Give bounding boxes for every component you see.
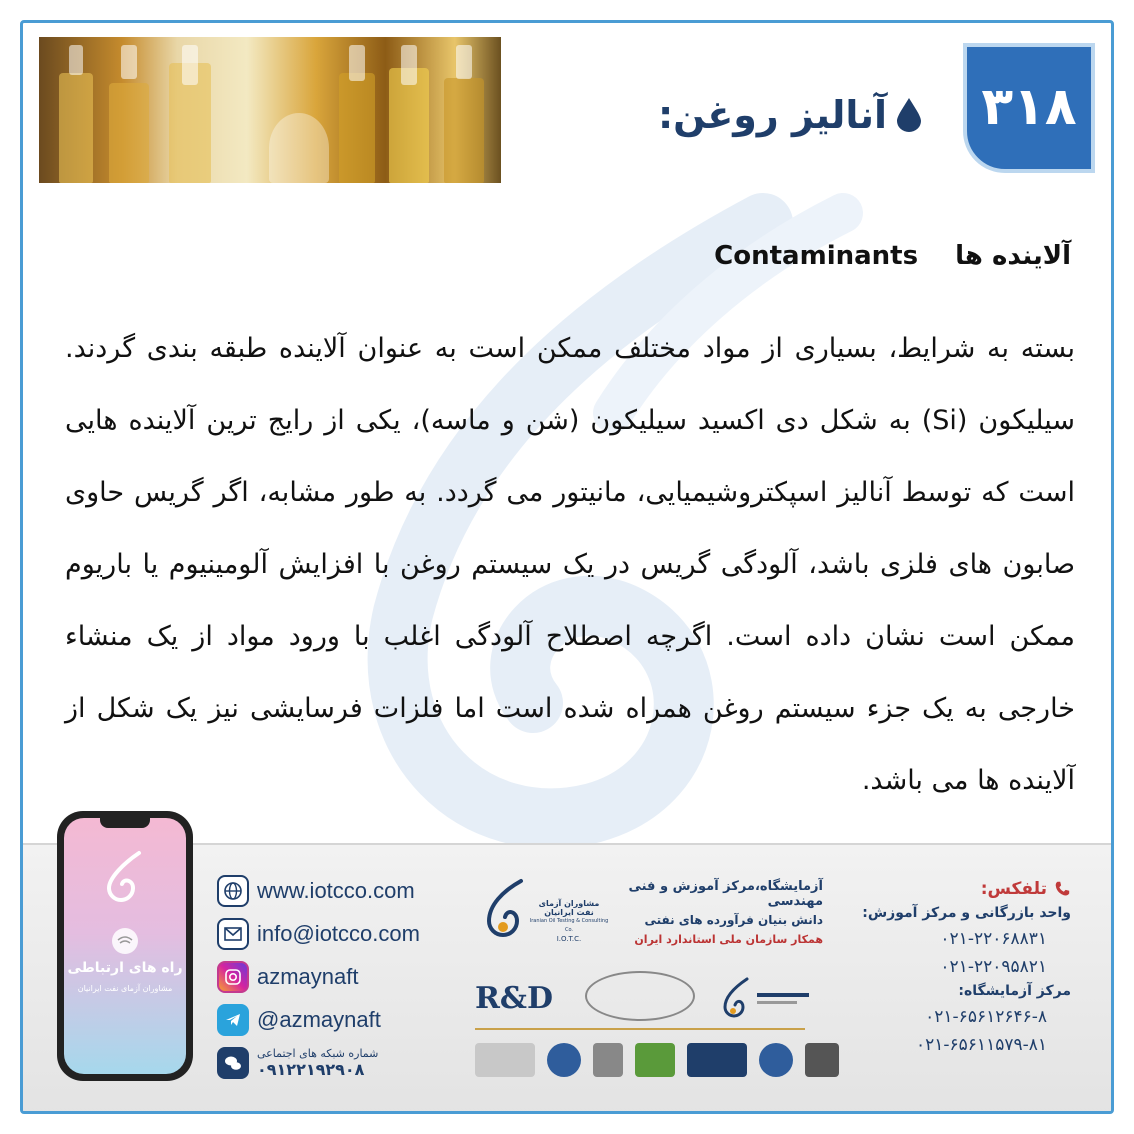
rd-logo: R&D <box>475 981 554 1016</box>
section-heading <box>714 241 1071 271</box>
contact-telegram[interactable] <box>217 1002 420 1038</box>
telfax-label: تلفکس: <box>980 879 1047 899</box>
sales-phone-1[interactable]: ۰۲۱-۲۲۰۶۸۸۳۱ <box>940 929 1047 949</box>
section-heading-fa: آلاینده ها <box>955 241 1071 271</box>
instagram-icon <box>217 961 249 993</box>
company-en: Iranian Oil Testing & Consulting Co. <box>529 918 609 933</box>
phone-title: راه های ارتباطی <box>67 960 183 976</box>
phone-subtitle: مشاوران آزمای نفت ایرانیان <box>77 984 173 993</box>
certification-logos <box>475 1043 839 1077</box>
lab-label: مرکز آزمایشگاه: <box>958 983 1071 999</box>
award-icons <box>475 1043 535 1077</box>
telegram-text: @azmaynaft <box>257 1007 381 1032</box>
drop-logo-icon <box>94 848 154 908</box>
lab-phone-1[interactable]: ۰۲۱-۶۵۶۱۲۶۴۶-۸ <box>925 1007 1047 1027</box>
body-paragraph: بسته به شرایط، بسیاری از مواد مختلف ممکن است به عنوان آلاینده طبقه بندی گردند. سیلیکون (Si) به شکل دی اکسید سیلیکون (شن و ماسه)، یکی از رایج ترین آلاینده هایی است که توسط آنالیز اسپکتروشیمیایی، مانیتور می گردد. به طور مشابه، اگر گریس حاوی صابون های فلزی باشد، آلودگی گریس در یک سیستم روغن با افزایش آلومینیوم یا باریوم ممکن است نشان داده است. اگرچه اصطلاح آلودگی اغلب با ورود مواد از یک منشاء خارجی به یک جزء سیستم روغن همراه شده است اما فلزات فرسایشی نیز یک شکل از آلاینده ها می باشد. <box>65 333 1075 796</box>
lab-line3: همکار سازمان ملی استاندارد ایران <box>634 933 823 946</box>
chat-icon <box>217 1047 249 1079</box>
section-heading-en: Contaminants <box>714 241 919 271</box>
globe-icon <box>217 875 249 907</box>
telfax-block <box>851 879 1071 1055</box>
company-fa: مشاوران آزمای نفت ایرانیان <box>538 899 600 917</box>
telegram-icon <box>217 1004 249 1036</box>
lab-line2: دانش بنیان فرآورده های نفتی <box>644 913 823 927</box>
company-logo-small <box>713 975 813 1021</box>
naci-logo <box>687 1043 747 1077</box>
page-title: آنالیز روغن: <box>657 93 887 137</box>
daneshbonyan-logo <box>635 1043 675 1077</box>
lab-phone-2[interactable]: ۰۲۱-۶۵۶۱۱۵۷۹-۸۱ <box>916 1035 1047 1055</box>
header-title <box>658 85 921 145</box>
email-text: info@iotcco.com <box>257 921 420 946</box>
website-text: www.iotcco.com <box>257 878 415 903</box>
iran-emblem <box>593 1043 623 1077</box>
wifi-icon <box>110 926 140 956</box>
social-label: شماره شبکه های اجتماعی <box>257 1047 379 1060</box>
mail-icon <box>217 918 249 950</box>
contact-instagram[interactable] <box>217 959 420 995</box>
instagram-text: azmaynaft <box>257 964 359 989</box>
header-lab-photo <box>39 37 501 183</box>
phone-screen <box>64 818 186 1074</box>
contact-social[interactable] <box>217 1045 420 1081</box>
oil-drop-icon <box>897 98 921 132</box>
lab-description <box>603 879 823 946</box>
contact-website[interactable] <box>217 873 420 909</box>
phone-mockup <box>57 811 193 1081</box>
phone-notch <box>100 818 150 828</box>
sales-label: واحد بازرگانی و مرکز آموزش: <box>862 905 1071 921</box>
telfax-title <box>851 879 1071 899</box>
iso-17025-logo <box>759 1043 793 1077</box>
certificate-seal <box>547 1043 581 1077</box>
social-number: ۰۹۱۲۲۱۹۲۹۰۸ <box>257 1060 365 1079</box>
social-info <box>257 1047 378 1079</box>
contact-email[interactable] <box>217 916 420 952</box>
contact-list <box>217 873 420 1088</box>
phone-icon <box>1053 880 1071 898</box>
seal-logo <box>585 971 695 1021</box>
sales-phone-2[interactable]: ۰۲۱-۲۲۰۹۵۸۲۱ <box>940 957 1047 977</box>
page-number: ۳۱۸ <box>981 77 1077 137</box>
standard-logo <box>805 1043 839 1077</box>
lab-line1: آزمایشگاه،مرکز آموزش و فنی مهندسی <box>628 879 823 909</box>
page-number-badge <box>963 43 1095 173</box>
logo-divider <box>475 1028 805 1030</box>
company-abbr: I.O.T.C. <box>556 935 582 943</box>
company-name-block <box>529 899 609 944</box>
page-frame <box>20 20 1114 1114</box>
